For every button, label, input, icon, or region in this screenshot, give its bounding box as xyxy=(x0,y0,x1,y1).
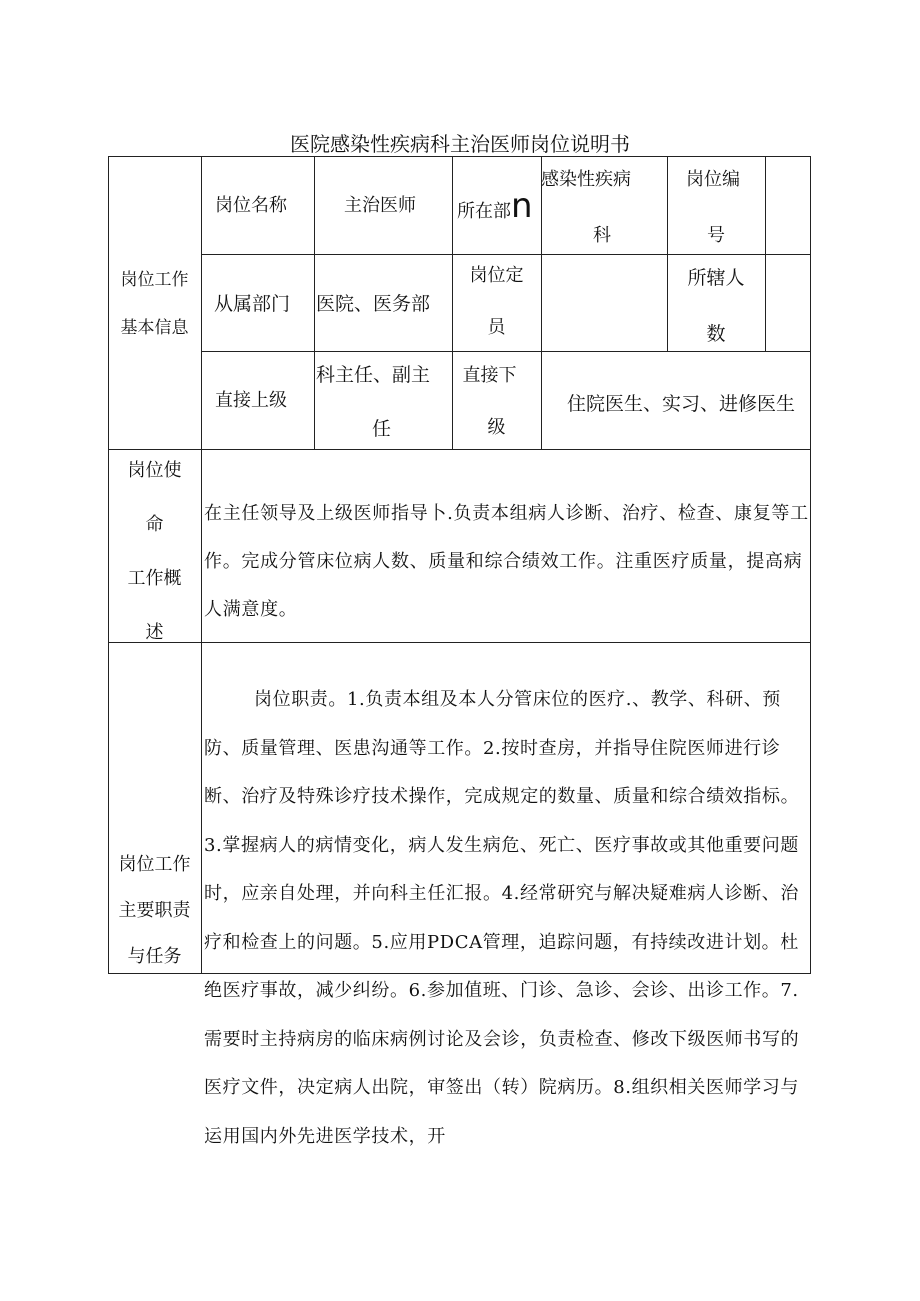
superior-label: 直接上级 xyxy=(215,390,287,411)
affiliation-value: 医院、医务部 xyxy=(316,293,431,315)
column-divider xyxy=(765,156,766,351)
subordinate-value: 住院医生、实习、进修医生 xyxy=(567,393,796,415)
subordinates-count-label: 所辖人 数 xyxy=(687,267,745,345)
section-label-mission: 岗位使 命 工作概 述 xyxy=(127,460,182,643)
section-label-basic-info: 岗位工作 基本信息 xyxy=(120,270,189,338)
dept-value: 感染性疾病 科 xyxy=(541,169,631,246)
duties-text: 岗位职责。1.负责本组及本人分管床位的医疗.、教学、科研、预防、质量管理、医患沟通等工作。2.按时查房，并指导住院医师进行诊断、治疗及特殊诊疗技术操作，完成规定的数量、质量和综合绩效指标。3.掌握病人的病情变化，病人发生病危、死亡、医疗事故或其他重要问题时，应亲自处理，并向科主任汇报。4.经常研究与解决疑难病人诊断、治疗和检查上的问题。5.应用PDCA管理，追踪问题，有持续改进计划。杜绝医疗事故，减少纠纷。6.参加值班、门诊、急诊、会诊、出诊工作。7.需要时主持病房的临床病例讨论及会诊，负责检查、修改下级医师书写的医疗文件，决定病人出院，审签出（转）院病历。8.组织相关医师学习与运用国内外先进医学技术，开 xyxy=(204,689,800,1147)
column-divider xyxy=(201,156,202,974)
superior-value: 科主任、副主 任 xyxy=(316,364,431,440)
mission-text: 在主任领导及上级医师指导卜.负责本组病人诊断、治疗、检查、康复等工作。完成分管床位病人数、质量和综合绩效工作。注重医疗质量，提高病人满意度。 xyxy=(204,503,809,620)
row-divider xyxy=(108,642,811,643)
post-name-value: 主治医师 xyxy=(344,195,416,216)
section-label-duties: 岗位工作 主要职责 与任务 xyxy=(118,854,191,967)
column-divider xyxy=(314,156,315,449)
dept-label: 所在部n xyxy=(457,186,533,226)
staffing-label: 岗位定 员 xyxy=(469,265,524,338)
post-name-label: 岗位名称 xyxy=(215,195,287,216)
document-title: 医院感染性疾病科主治医师岗位说明书 xyxy=(290,132,630,156)
subordinate-label: 直接下 级 xyxy=(462,365,517,438)
affiliation-label: 从属部门 xyxy=(214,293,291,315)
post-no-label: 岗位编 号 xyxy=(686,169,740,246)
